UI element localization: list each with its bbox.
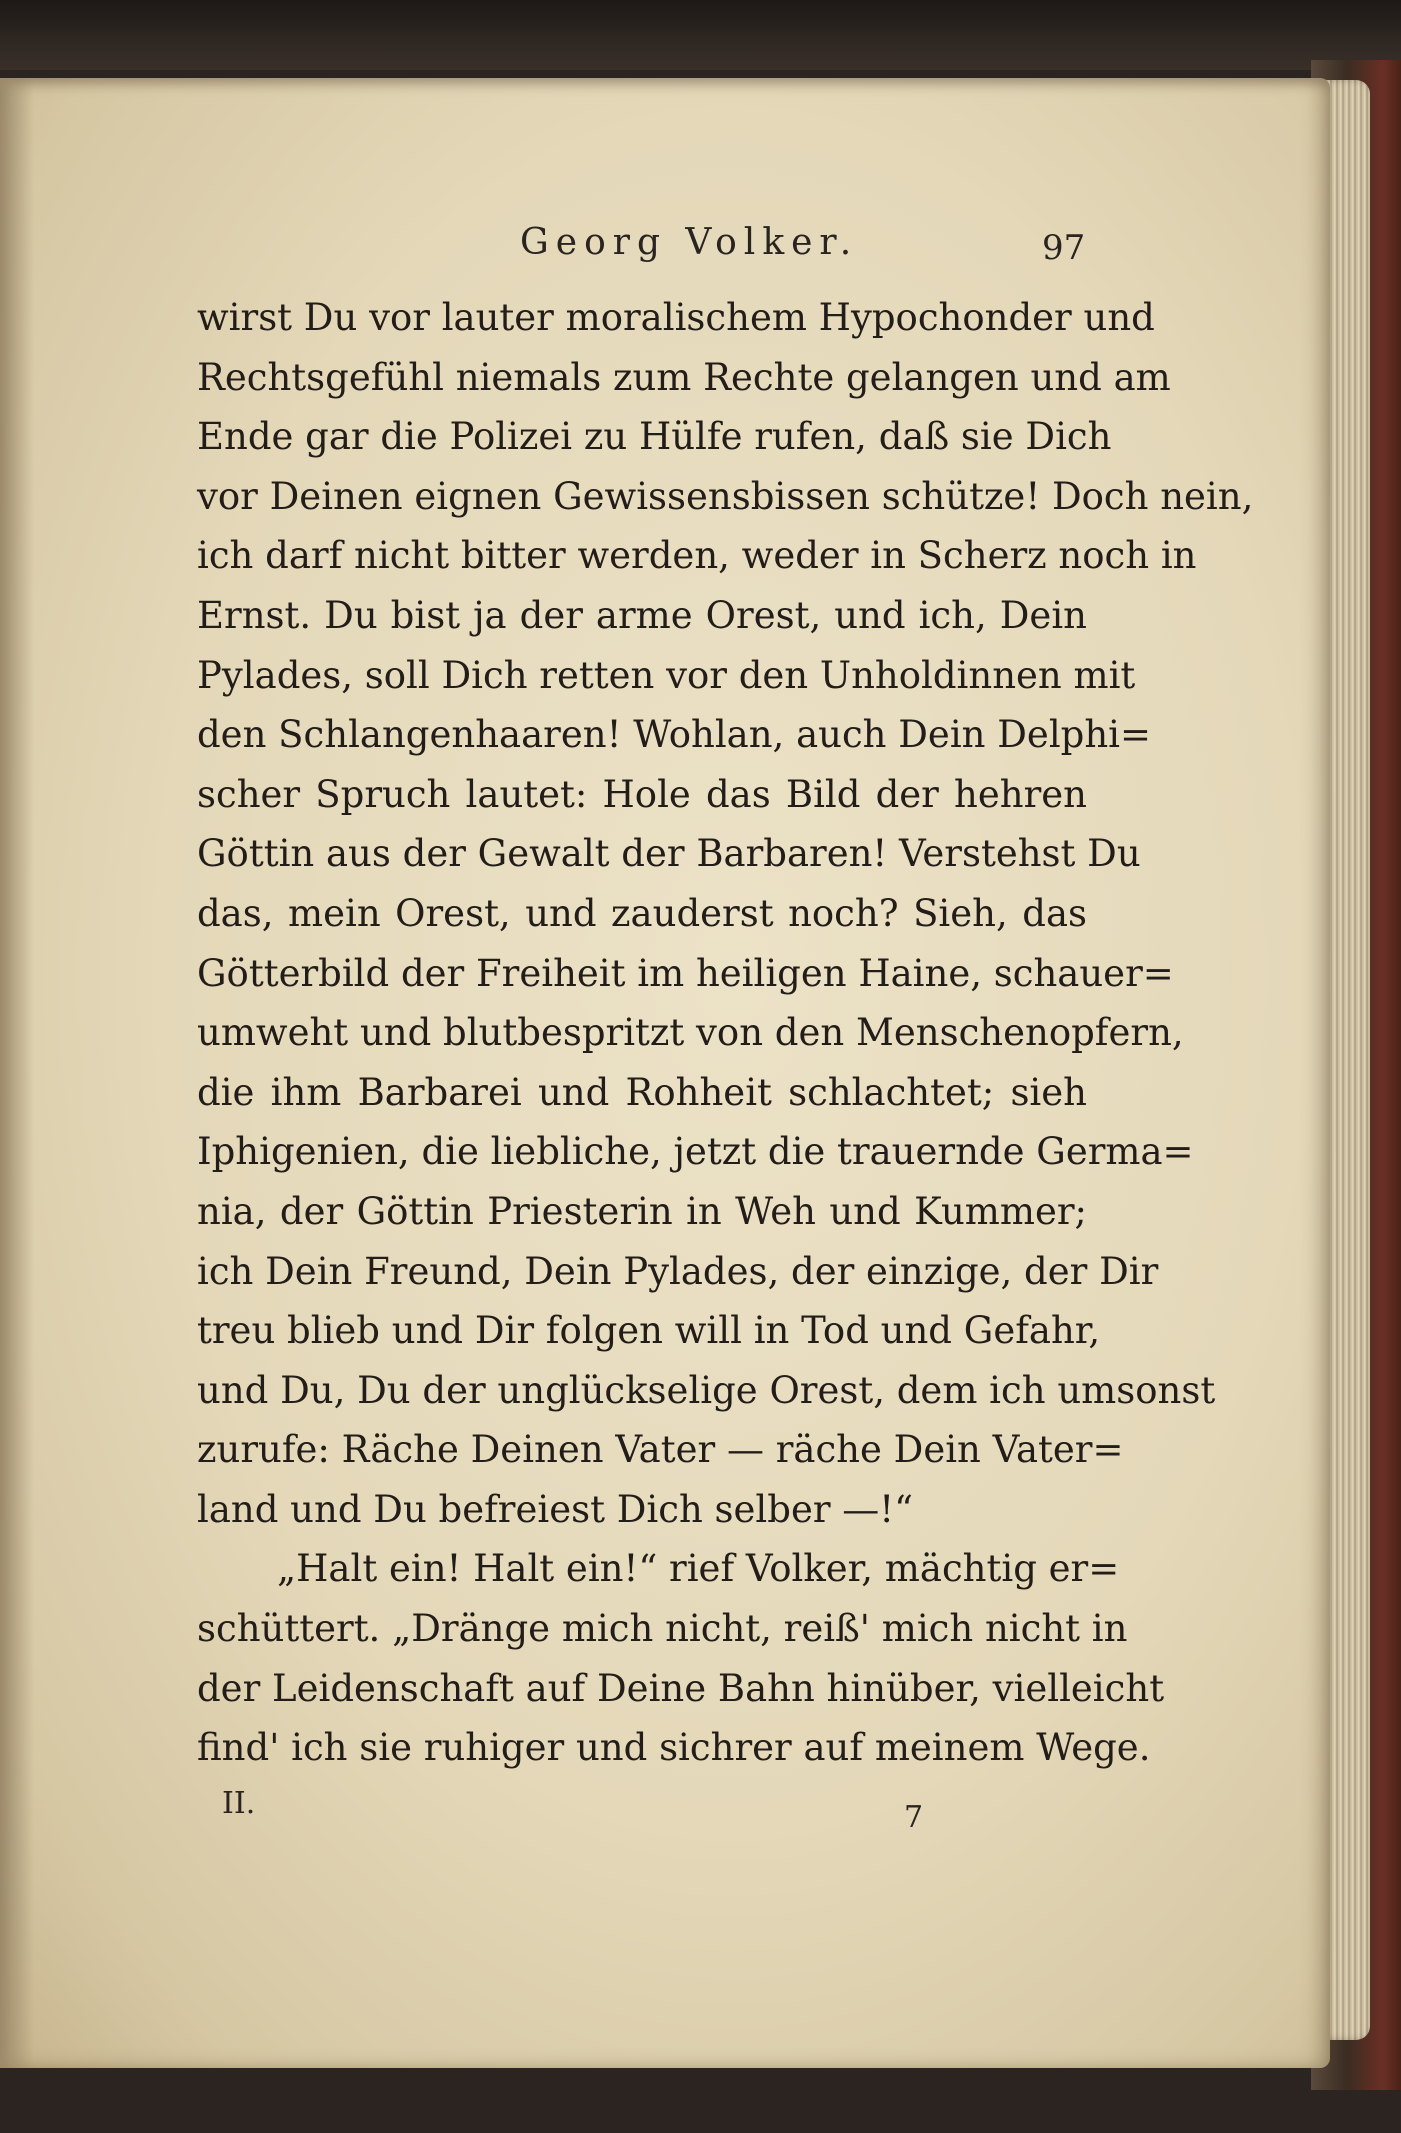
text-line: den Schlangenhaaren! Wohlan, auch Dein Delphi= <box>197 713 1151 757</box>
text-line: nia, der Göttin Priesterin in Weh und Kummer; <box>197 1189 1087 1233</box>
signature-number: 7 <box>904 1800 924 1835</box>
text-line: der Leidenschaft auf Deine Bahn hinüber, vielleicht <box>197 1666 1165 1710</box>
text-line: zurufe: Räche Deinen Vater — räche Dein Vater= <box>197 1428 1124 1472</box>
body-text <box>197 288 1254 1778</box>
text-line: treu blieb und Dir folgen will in Tod und Gefahr, <box>197 1309 1101 1353</box>
text-line: ich darf nicht bitter werden, weder in Scherz noch in <box>197 534 1197 578</box>
text-line: ich Dein Freund, Dein Pylades, der einzige, der Dir <box>197 1249 1159 1293</box>
text-line: scher Spruch lautet: Hole das Bild der hehren <box>197 772 1087 816</box>
text-line: Götterbild der Freiheit im heiligen Haine, schauer= <box>197 951 1174 995</box>
gutter-shadow <box>0 78 34 2068</box>
text-line: Pylades, soll Dich retten vor den Unholdinnen mit <box>197 653 1136 697</box>
text-line: wirst Du vor lauter moralischem Hypochonder und <box>197 296 1155 339</box>
text-line: Ende gar die Polizei zu Hülfe rufen, daß sie Dich <box>197 415 1112 459</box>
page-number: 97 <box>1042 228 1086 268</box>
text-line: schüttert. „Dränge mich nicht, reiß' mich nicht in <box>197 1607 1128 1651</box>
text-line: land und Du befreiest Dich selber —!“ <box>197 1487 914 1531</box>
text-line: Göttin aus der Gewalt der Barbaren! Verstehst Du <box>197 832 1141 876</box>
text-line: Iphigenien, die liebliche, jetzt die trauernde Germa= <box>197 1130 1194 1174</box>
text-line: und Du, Du der unglückselige Orest, dem ich umsonst <box>197 1368 1216 1412</box>
text-line: vor Deinen eignen Gewissensbissen schütze! Doch nein, <box>197 474 1254 518</box>
text-line-paragraph-start: „Halt ein! Halt ein!“ rief Volker, mächtig er= <box>277 1547 1120 1591</box>
text-line: die ihm Barbarei und Rohheit schlachtet; sieh <box>197 1070 1087 1114</box>
text-line: Ernst. Du bist ja der arme Orest, und ich, Dein <box>197 593 1087 637</box>
text-line: Rechtsgefühl niemals zum Rechte gelangen und am <box>197 355 1171 399</box>
text-line: umweht und blutbespritzt von den Menschenopfern, <box>197 1011 1184 1055</box>
text-line: find' ich sie ruhiger und sichrer auf meinem Wege. <box>197 1726 1151 1770</box>
scan-backdrop <box>0 0 1401 70</box>
printer-signature: II. <box>222 1786 256 1821</box>
running-head: Georg Volker. <box>520 222 859 263</box>
text-line: das, mein Orest, und zauderst noch? Sieh, das <box>197 891 1087 935</box>
